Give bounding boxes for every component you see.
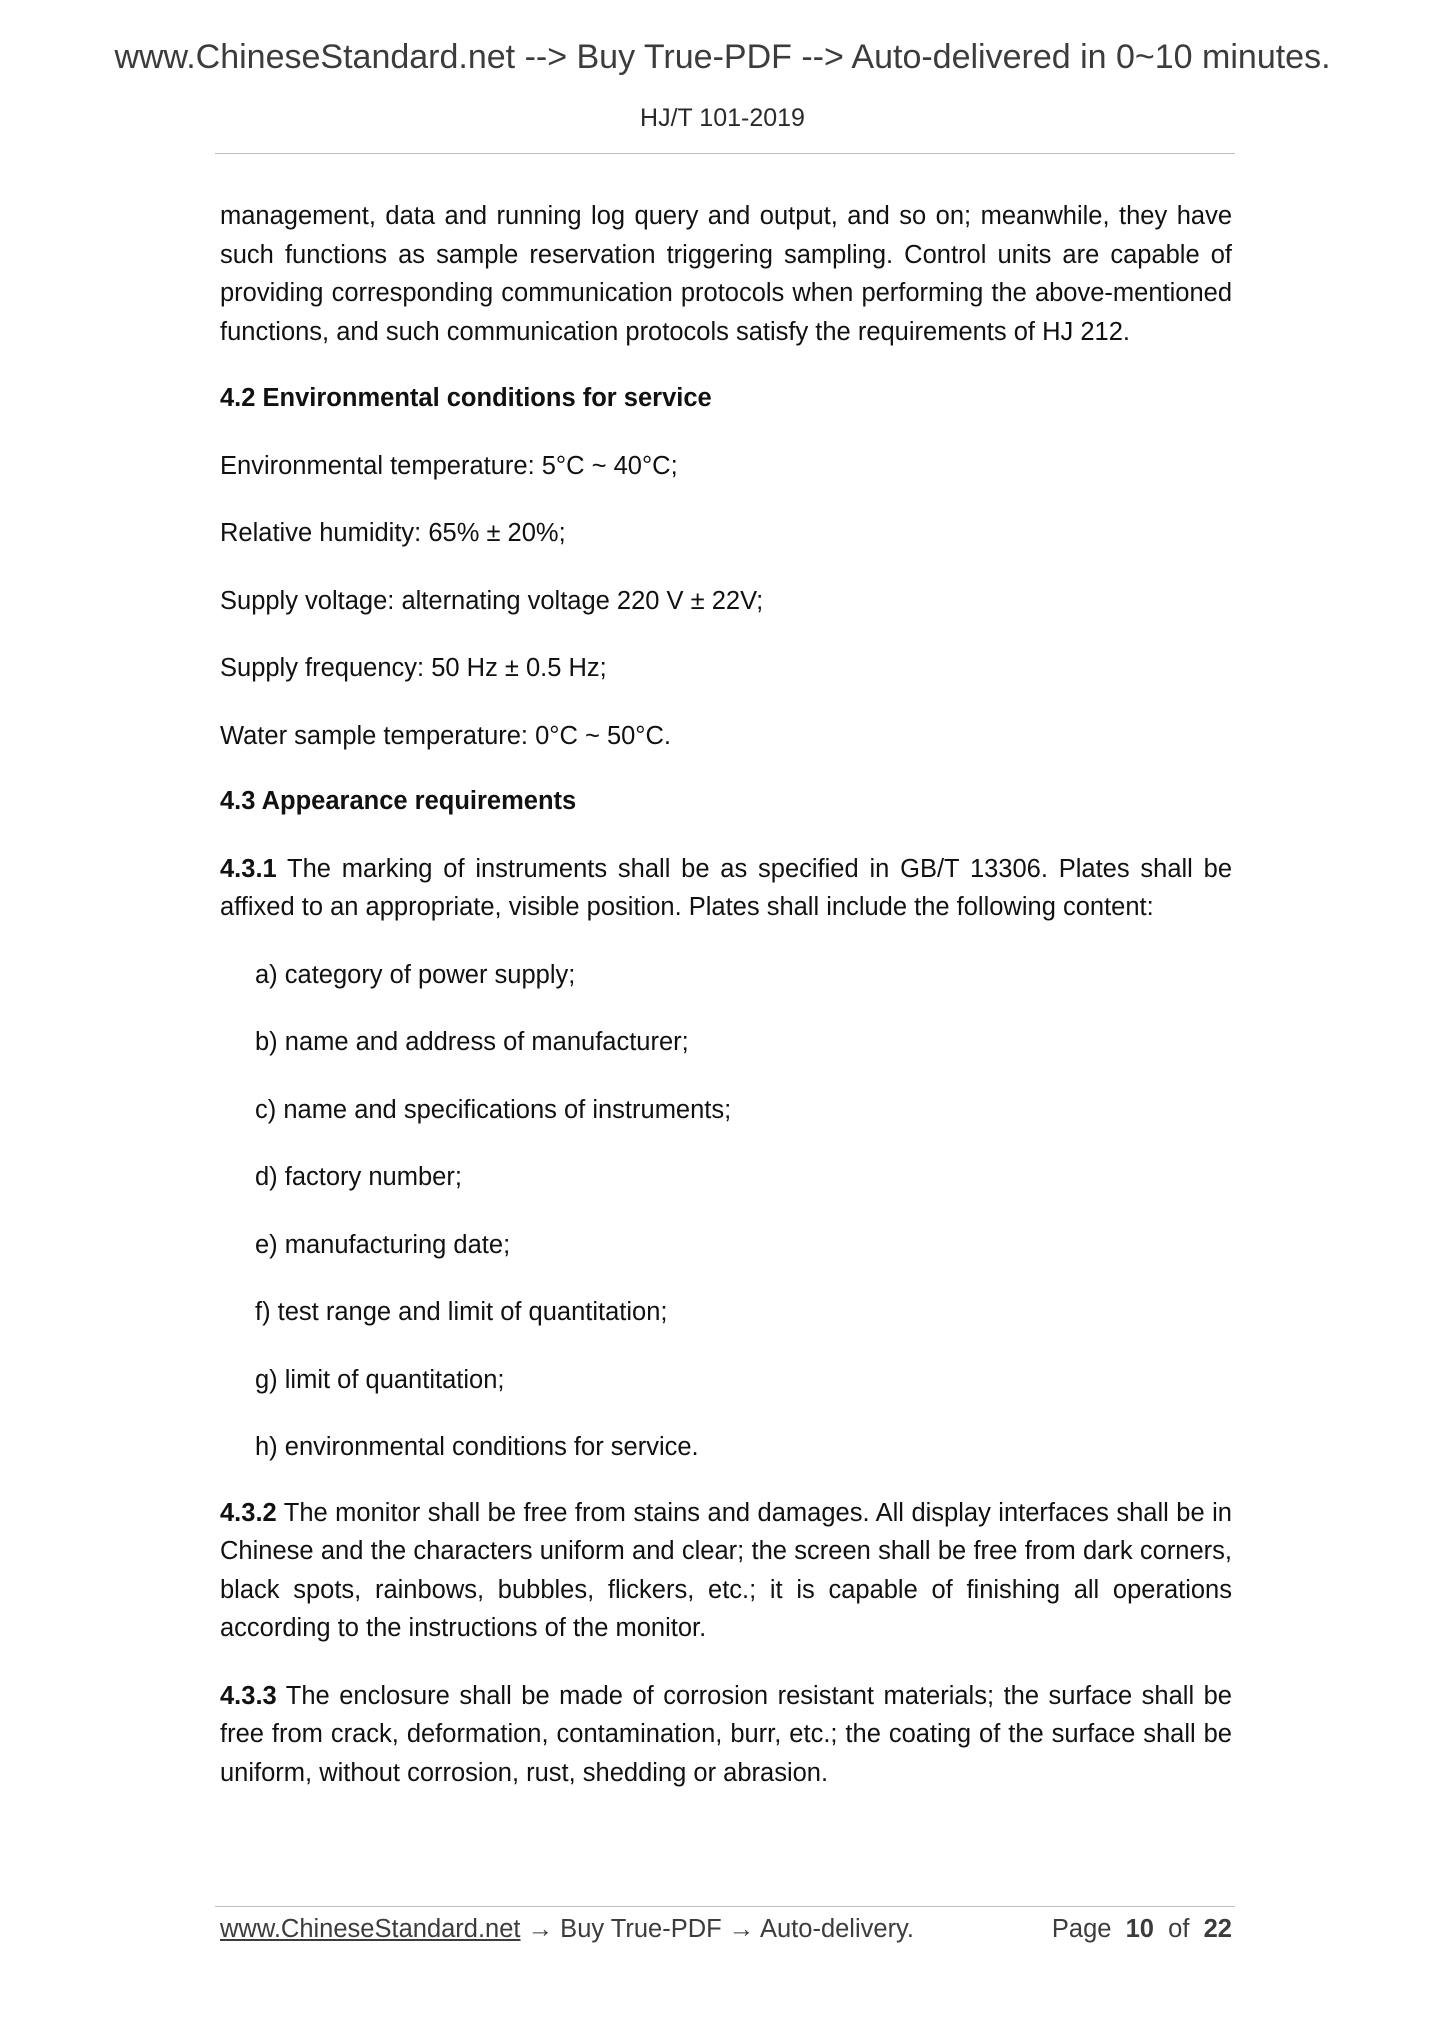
footer-promo xyxy=(220,1915,914,1944)
list-item: g) limit of quantitation; xyxy=(255,1365,505,1394)
env-frequency: Supply frequency: 50 Hz ± 0.5 Hz; xyxy=(220,654,607,682)
header-divider xyxy=(215,153,1235,154)
env-voltage: Supply voltage: alternating voltage 220 V ± 22V; xyxy=(220,586,764,615)
footer-site-link[interactable]: www.ChineseStandard.net xyxy=(220,1915,521,1943)
footer-tail-text: → Buy True-PDF → Auto-delivery. xyxy=(520,1915,914,1943)
list-item: e) manufacturing date; xyxy=(255,1230,511,1259)
of-label: of xyxy=(1168,1915,1190,1943)
clause-4-3-1 xyxy=(220,850,1232,927)
env-humidity: Relative humidity: 65% ± 20%; xyxy=(220,519,566,547)
section-heading-4-2: 4.2 Environmental conditions for service xyxy=(220,384,712,412)
clause-text: The monitor shall be free from stains and damages. All display interfaces shall be in Chinese and the characters uniform and clear; the screen shall be free from dark corners, black spots, rainbows, bubbles, flickers, etc.; it is capable of finishing all operations according to the instructions of the monitor. xyxy=(220,1498,1232,1642)
standard-code: HJ/T 101-2019 xyxy=(640,104,805,132)
section-heading-4-3: 4.3 Appearance requirements xyxy=(220,787,577,815)
paragraph-continuation: management, data and running log query and output, and so on; meanwhile, they have such functions as sample reservation triggering sampling. Control units are capable of providing corresponding communication protocols when performing the above-mentioned functions, and such communication protocols satisfy the requirements of HJ 212. xyxy=(220,202,1232,346)
list-item: h) environmental conditions for service. xyxy=(255,1433,699,1461)
env-water-temperature: Water sample temperature: 0°C ~ 50°C. xyxy=(220,721,672,750)
page-label: Page xyxy=(1051,1915,1112,1943)
env-temperature: Environmental temperature: 5°C ~ 40°C; xyxy=(220,451,678,480)
list-item: b) name and address of manufacturer; xyxy=(255,1028,689,1056)
clause-text: The marking of instruments shall be as specified in GB/T 13306. Plates shall be affixed to an appropriate, visible position. Plates shall include the following content: xyxy=(220,854,1232,921)
clause-4-3-2 xyxy=(220,1494,1232,1648)
clause-number: 4.3.1 xyxy=(220,854,277,883)
top-banner: www.ChineseStandard.net --> Buy True-PDF --> Auto-delivered in 0~10 minutes. xyxy=(114,38,1331,76)
footer-divider xyxy=(215,1906,1235,1907)
page-indicator xyxy=(1052,1915,1232,1944)
list-item: d) factory number; xyxy=(255,1163,462,1191)
total-pages-number: 22 xyxy=(1203,1915,1232,1943)
clause-number: 4.3.3 xyxy=(220,1681,277,1710)
page-footer xyxy=(220,1915,1232,1955)
clause-4-3-3 xyxy=(220,1677,1232,1793)
list-item: a) category of power supply; xyxy=(255,960,576,989)
list-item: f) test range and limit of quantitation; xyxy=(255,1298,668,1326)
document-body xyxy=(220,197,1232,1792)
list-item: c) name and specifications of instruments; xyxy=(255,1095,732,1124)
clause-number: 4.3.2 xyxy=(220,1498,277,1527)
current-page-number: 10 xyxy=(1125,1915,1154,1943)
clause-text: The enclosure shall be made of corrosion resistant materials; the surface shall be free from crack, deformation, contamination, burr, etc.; the coating of the surface shall be uniform, without corrosion, rust, shedding or abrasion. xyxy=(220,1681,1232,1787)
